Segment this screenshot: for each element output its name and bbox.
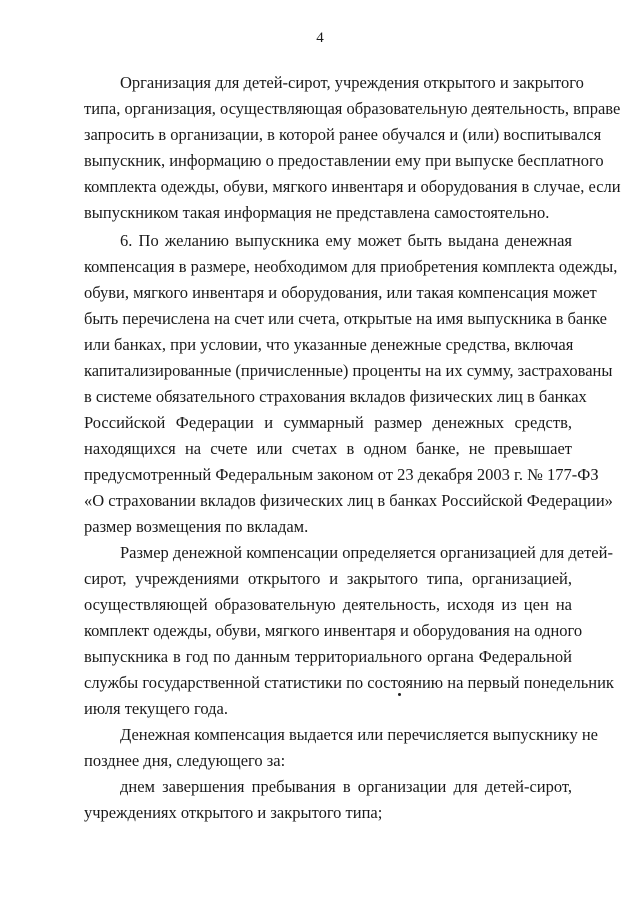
text-line: быть перечислена на счет или счета, открытые на имя выпускника в банке [84,309,607,328]
text-line: в системе обязательного страхования вкладов физических лиц в банках [84,387,587,406]
text-line: обуви, мягкого инвентаря и оборудования, или такая компенсация может [84,283,597,302]
text-line: типа, организация, осуществляющая образовательную деятельность, вправе [84,99,621,118]
paragraph-6 [84,228,618,540]
text-line: «О страховании вкладов физических лиц в банках Российской Федерации» [84,491,613,510]
paragraph-compensation-size [84,540,614,722]
paragraph-payment-deadline [84,722,598,774]
paragraph-1 [84,70,621,226]
text-line: запросить в организации, в которой ранее обучался и (или) воспитывался [84,125,602,144]
text-line: Российской Федерации и суммарный размер денежных средств, [84,413,572,432]
stray-mark [398,693,401,696]
text-line: Организация для детей-сирот, учреждения открытого и закрытого [120,73,584,92]
text-line: комплекта одежды, обуви, мягкого инвентаря и оборудования в случае, если [84,177,621,196]
text-line: капитализированные (причисленные) проценты на их сумму, застрахованы [84,361,613,380]
text-line: 6. По желанию выпускника ему может быть выдана денежная [120,231,572,250]
text-line: сирот, учреждениями открытого и закрытого типа, организацией, [84,569,572,588]
paragraph-stay-completion [84,774,572,826]
text-line: или банках, при условии, что указанные денежные средства, включая [84,335,574,354]
text-line: днем завершения пребывания в организации для детей-сирот, [120,777,572,796]
text-line: предусмотренный Федеральным законом от 23 декабря 2003 г. № 177-ФЗ [84,465,599,484]
text-line: компенсация в размере, необходимом для приобретения комплекта одежды, [84,257,618,276]
text-line: находящихся на счете или счетах в одном банке, не превышает [84,439,572,458]
text-line: осуществляющей образовательную деятельность, исходя из цен на [84,595,572,614]
text-line: позднее дня, следующего за: [84,751,286,770]
text-line: выпускника в год по данным территориального органа Федеральной [84,647,572,666]
text-line: выпускником такая информация не представлена самостоятельно. [84,203,550,222]
text-line: выпускник, информацию о предоставлении ему при выпуске бесплатного [84,151,604,170]
text-line: Денежная компенсация выдается или перечисляется выпускнику не [120,725,598,744]
text-line: Размер денежной компенсации определяется организацией для детей- [120,543,613,562]
page-number: 4 [316,30,324,46]
text-line: комплект одежды, обуви, мягкого инвентаря и оборудования на одного [84,621,583,640]
text-line: службы государственной статистики по состоянию на первый понедельник [84,673,614,692]
text-line: июля текущего года. [84,699,228,718]
text-line: учреждениях открытого и закрытого типа; [84,803,383,822]
text-line: размер возмещения по вкладам. [84,517,309,536]
